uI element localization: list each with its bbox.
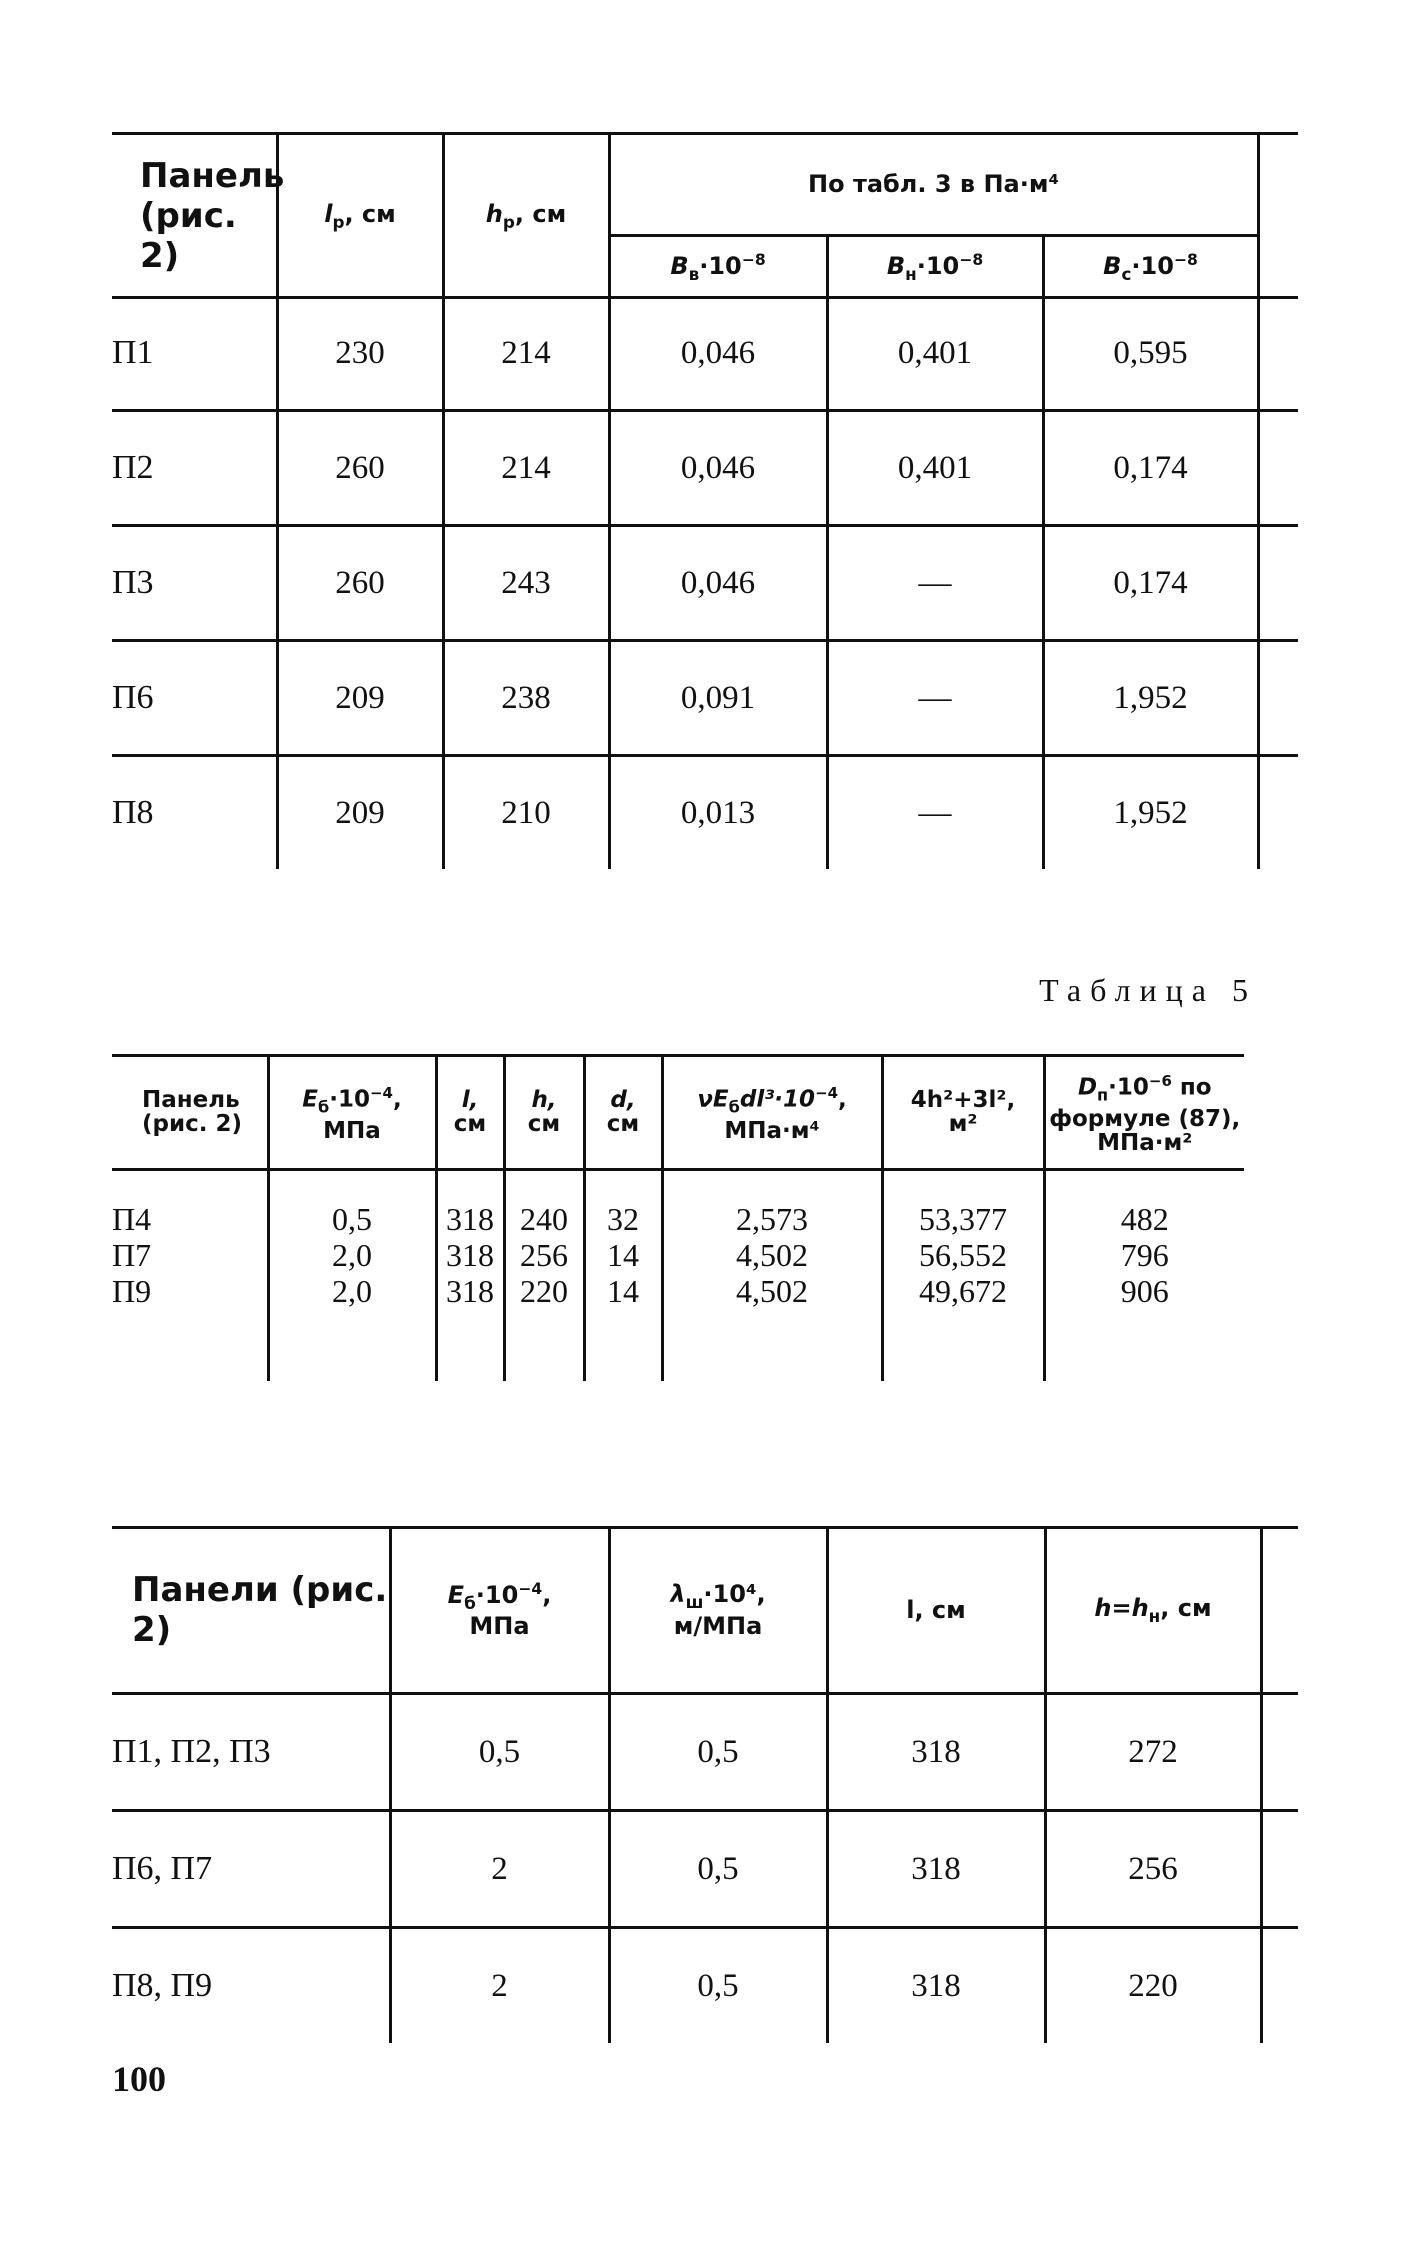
table5-col-nu — [662, 1170, 882, 1382]
table1-row-edge — [1258, 641, 1298, 756]
table1-cell-bv: 0,046 — [609, 411, 827, 526]
table5-cell-nu: 4,502 — [736, 1237, 808, 1273]
table5-cell-h: 256 — [520, 1237, 568, 1273]
table5-header-row — [112, 1056, 1244, 1170]
table3-row-edge — [1261, 1928, 1298, 2044]
table5-header-dp: $D_п\cdot 10^{-6}$ по формуле (87), МПа·м² — [1044, 1056, 1244, 1170]
table1-cell-panel: П2 — [112, 411, 277, 526]
table3-cell-eb: 0,5 — [390, 1694, 609, 1811]
table3-row-edge — [1261, 1811, 1298, 1928]
table1-cell-lp: 260 — [277, 526, 443, 641]
table3-header-l: l, см — [827, 1528, 1045, 1694]
table1-cell-bv: 0,046 — [609, 526, 827, 641]
table1-row-edge — [1258, 756, 1298, 870]
table5-col-f — [882, 1170, 1044, 1382]
table1-row — [112, 411, 1298, 526]
table5-cell-l: 318 — [446, 1273, 494, 1309]
table3-header-lambda: $\lambda_ш\cdot 10^4$, м/МПа — [609, 1528, 827, 1694]
table1-cell-lp: 209 — [277, 641, 443, 756]
page-number: 100 — [112, 2059, 166, 2099]
table3-row — [112, 1694, 1298, 1811]
table3-cell-eb: 2 — [390, 1811, 609, 1928]
table1-cell-hp: 210 — [443, 756, 609, 870]
table1-header-group: По табл. 3 в Па·м⁴ — [609, 134, 1258, 236]
table1-cell-bn: 0,401 — [827, 297, 1043, 411]
table5-cell-dp: 796 — [1120, 1237, 1169, 1273]
table5-col-h — [504, 1170, 584, 1382]
table5-header-h: h, см — [504, 1056, 584, 1170]
table1-row-edge — [1258, 411, 1298, 526]
table3-cell-l: 318 — [827, 1694, 1045, 1811]
table-3 — [112, 1528, 1298, 2043]
table1-cell-lp: 260 — [277, 411, 443, 526]
table3-cell-panel: П8, П9 — [112, 1928, 390, 2044]
table5-header-d: d, см — [584, 1056, 662, 1170]
table1-cell-bv: 0,046 — [609, 297, 827, 411]
table5-title: Таблица 5 — [1039, 972, 1257, 1008]
table5-cell-panel: П9 — [112, 1273, 152, 1309]
table5-header-nu: $\nu E_бdl^3\cdot 10^{-4}$, МПа·м⁴ — [662, 1056, 882, 1170]
table5-cell-eb: 2,0 — [332, 1273, 372, 1309]
table3-header-edge — [1261, 1528, 1298, 1694]
table3-cell-eb: 2 — [390, 1928, 609, 2044]
table1-row — [112, 641, 1298, 756]
table3-cell-h: 220 — [1045, 1928, 1261, 2044]
table5-header-panel: Панель (рис. 2) — [142, 1087, 242, 1137]
table5-cell-d: 32 — [607, 1201, 639, 1237]
table1-cell-panel: П6 — [112, 641, 277, 756]
table1-cell-bc: 0,174 — [1043, 526, 1258, 641]
table3-cell-l: 318 — [827, 1811, 1045, 1928]
table3-header-panel: Панели (рис. 2) — [132, 1570, 388, 1650]
table1-header-lp: $l_р$, см — [277, 134, 443, 297]
table1-cell-hp: 238 — [443, 641, 609, 756]
table1-cell-bn: — — [827, 756, 1043, 870]
table5-cell-eb: 0,5 — [332, 1201, 372, 1237]
table1-cell-bc: 0,595 — [1043, 297, 1258, 411]
table-5 — [112, 1056, 1244, 1381]
table1-cell-bn: 0,401 — [827, 411, 1043, 526]
table5-cell-f: 53,377 — [919, 1201, 1007, 1237]
table5-cell-f: 56,552 — [919, 1237, 1007, 1273]
table5-cell-nu: 4,502 — [736, 1273, 808, 1309]
table5-col-panel — [112, 1170, 268, 1382]
table1-cell-bc: 0,174 — [1043, 411, 1258, 526]
table1-cell-bc: 1,952 — [1043, 641, 1258, 756]
table3-cell-h: 256 — [1045, 1811, 1261, 1928]
table5-cell-l: 318 — [446, 1237, 494, 1273]
table5-col-l — [436, 1170, 504, 1382]
table5-cell-dp: 906 — [1120, 1273, 1169, 1309]
table1-header-panel — [112, 134, 285, 297]
table5-cell-eb: 2,0 — [332, 1237, 372, 1273]
table5-header-l: l, см — [436, 1056, 504, 1170]
table5-cell-nu: 2,573 — [736, 1201, 808, 1237]
table1-cell-bc: 1,952 — [1043, 756, 1258, 870]
table3-cell-lam: 0,5 — [609, 1811, 827, 1928]
table1-header-panel-line2: (рис. 2) — [140, 195, 237, 276]
table5-cell-dp: 482 — [1120, 1201, 1169, 1237]
table1-cell-panel: П8 — [112, 756, 277, 870]
table1-header-row-1 — [112, 134, 1298, 236]
table5-cell-h: 220 — [520, 1273, 568, 1309]
table3-header-eb: $E_б\cdot 10^{-4}$, МПа — [390, 1528, 609, 1694]
table3-cell-lam: 0,5 — [609, 1928, 827, 2044]
table5-cell-d: 14 — [607, 1273, 639, 1309]
table5-header-eb: $E_б\cdot 10^{-4}$, МПа — [268, 1056, 436, 1170]
table3-header-row — [112, 1528, 1298, 1694]
table5-cell-f: 49,672 — [919, 1273, 1007, 1309]
table1-cell-lp: 209 — [277, 756, 443, 870]
table1-row — [112, 526, 1298, 641]
table5-col-dp — [1044, 1170, 1244, 1382]
table5-header-formula: 4h²+3l², м² — [882, 1056, 1044, 1170]
table3-cell-panel: П1, П2, П3 — [112, 1733, 271, 1770]
table-1 — [112, 134, 1298, 869]
table3-header-h: $h=h_н$, см — [1045, 1528, 1261, 1694]
table1-cell-bn: — — [827, 526, 1043, 641]
table1-header-bv: $B_в\cdot 10^{-8}$ — [609, 236, 827, 298]
table1-cell-panel: П3 — [112, 526, 277, 641]
table1-row — [112, 756, 1298, 870]
table1-row — [112, 297, 1298, 411]
table1-cell-panel: П1 — [112, 334, 154, 371]
table1-header-rule — [112, 296, 1298, 299]
table3-cell-l: 318 — [827, 1928, 1045, 2044]
table1-row-edge — [1258, 297, 1298, 411]
table1-header-hp: $h_р$, см — [443, 134, 609, 297]
table5-cell-panel: П7 — [112, 1237, 152, 1273]
table5-col-eb — [268, 1170, 436, 1382]
table1-cell-bn: — — [827, 641, 1043, 756]
table3-row — [112, 1811, 1298, 1928]
table3-row-edge — [1261, 1694, 1298, 1811]
table5-cell-panel: П4 — [112, 1201, 152, 1237]
table5-col-d — [584, 1170, 662, 1382]
table3-row — [112, 1928, 1298, 2044]
table5-cell-d: 14 — [607, 1237, 639, 1273]
table1-row-edge — [1258, 526, 1298, 641]
table5-cell-h: 240 — [520, 1201, 568, 1237]
table3-cell-h: 272 — [1045, 1694, 1261, 1811]
table1-cell-hp: 214 — [443, 297, 609, 411]
table1-cell-hp: 214 — [443, 411, 609, 526]
table1-header-bn: $B_н\cdot 10^{-8}$ — [827, 236, 1043, 298]
table1-header-panel-line1: Панель — [140, 155, 285, 196]
table1-header-bc: $B_с\cdot 10^{-8}$ — [1043, 236, 1258, 298]
table1-cell-bv: 0,091 — [609, 641, 827, 756]
table1-header-edge — [1258, 134, 1298, 297]
table3-cell-panel: П6, П7 — [112, 1811, 390, 1928]
table3-cell-lam: 0,5 — [609, 1694, 827, 1811]
table5-body-row — [112, 1170, 1244, 1382]
table1-cell-bv: 0,013 — [609, 756, 827, 870]
table5-cell-l: 318 — [446, 1201, 494, 1237]
table1-cell-lp: 230 — [277, 297, 443, 411]
table1-cell-hp: 243 — [443, 526, 609, 641]
